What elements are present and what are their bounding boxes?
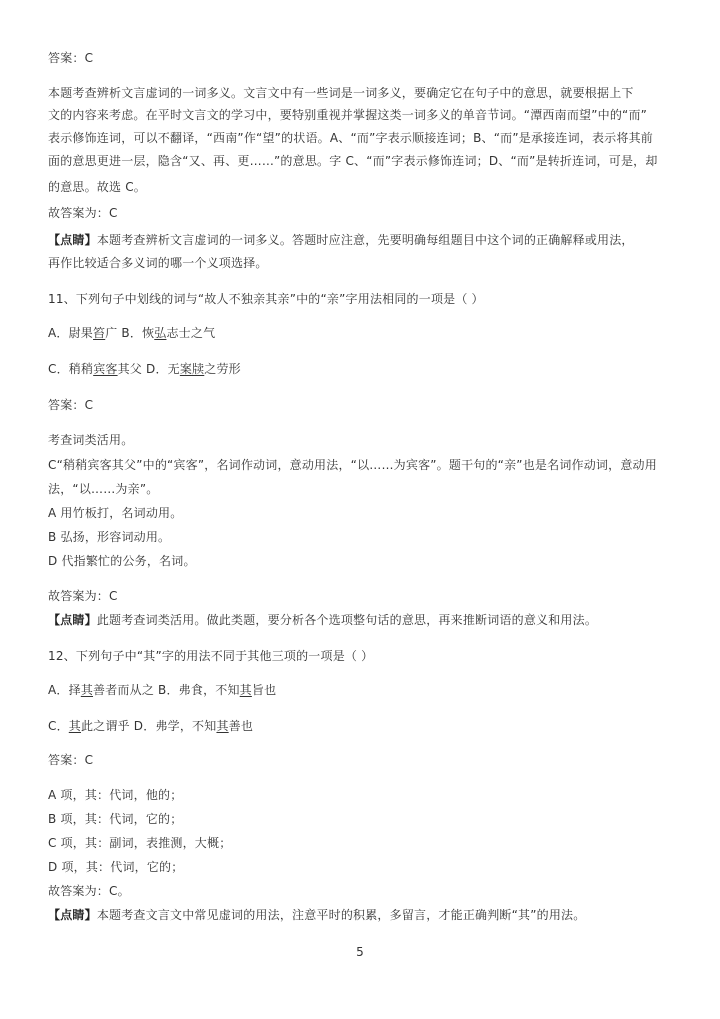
tip-label: 【点睛】 <box>48 613 97 627</box>
tip-label: 【点睛】 <box>48 908 97 922</box>
q10-final-answer: 故答案为：C <box>48 206 118 220</box>
q10-answer: 答案：C <box>48 51 94 65</box>
q10-tip-line-1 <box>48 232 634 248</box>
q11-opt-c-underlined: 宾客 <box>93 362 118 376</box>
q10-tip-text-1: 本题考查辨析文言虚词的一词多义。答题时应注意，先要明确每组题目中这个词的正确解释或用法， <box>96 233 634 247</box>
q11-analysis-line-4: A 用竹板打，名词动用。 <box>48 506 183 520</box>
q10-analysis-line-1: 本题考查辨析文言虚词的一词多义。文言文中有一些词是一词多义，要确定它在句子中的意思，就要根据上下 <box>48 86 634 100</box>
q12-opt-a-text: A．择 <box>48 683 81 697</box>
q11-options-ab <box>48 325 215 341</box>
q12-options-cd <box>48 718 253 734</box>
q11-opt-b-rest: 志士之气 <box>166 326 216 340</box>
q12-opt-b-underlined: 其 <box>239 683 252 697</box>
q11-analysis-line-2: C“稍稍宾客其父”中的“宾客”，名词作动词，意动用法，“以……为宾客”。题干句的“亲”也是名词作动词，意动用 <box>48 458 657 472</box>
q12-analysis-line-2: B 项，其：代词，它的； <box>48 812 183 826</box>
q11-analysis-line-6: D 代指繁忙的公务，名词。 <box>48 554 196 568</box>
q12-opt-d-rest: 善也 <box>228 719 254 733</box>
q11-tip-text: 此题考查词类活用。做此类题，要分析各个选项整句话的意思，再来推断词语的意义和用法。 <box>96 613 598 627</box>
q11-analysis-line-5: B 弘扬，形容词动用。 <box>48 530 171 544</box>
q11-stem: 11、下列句子中划线的词与“故人不独亲其亲”中的“亲”字用法相同的一项是（ ） <box>48 292 484 306</box>
q12-tip <box>48 907 585 923</box>
q11-opt-c-text: C．稍稍 <box>48 362 94 376</box>
q12-analysis-line-1: A 项，其：代词，他的； <box>48 788 183 802</box>
q12-opt-c-text: C． <box>48 719 69 733</box>
q10-analysis-line-4: 面的意思更进一层，隐含“又、再、更……”的意思。字 C、“而”字表示修饰连词；D、“而”是转折连词，可是，却 <box>48 154 658 168</box>
q11-opt-d-underlined: 案牍 <box>179 362 205 376</box>
q12-opt-a-underlined: 其 <box>80 683 94 697</box>
q10-analysis-line-2: 文的内容来考虑。在平时文言文的学习中，要特别重视并掌握这类一词多义的单音节词。“潭西南而望”中的“而” <box>48 108 648 122</box>
q11-opt-b-underlined: 弘 <box>154 326 167 340</box>
q12-analysis-line-4: D 项，其：代词，它的； <box>48 860 184 874</box>
q12-final-answer: 故答案为：C。 <box>48 884 130 898</box>
q11-tip <box>48 612 597 628</box>
tip-label: 【点睛】 <box>48 233 97 247</box>
q10-tip-line-2: 再作比较适合多义词的哪一个义项选择。 <box>48 256 268 270</box>
q11-opt-d-text: 其父 D．无 <box>117 362 180 376</box>
q11-opt-b-text: 广 B．恢 <box>105 326 155 340</box>
q12-opt-b-text: 善者而从之 B．弗食，不知 <box>93 683 240 697</box>
q12-opt-c-underlined: 其 <box>68 719 81 733</box>
q12-analysis-line-3: C 项，其：副词，表推测，大概； <box>48 836 232 850</box>
page-number: 5 <box>356 945 364 959</box>
q12-stem: 12、下列句子中“其”字的用法不同于其他三项的一项是（ ） <box>48 649 374 663</box>
q12-opt-d-text: 此之谓乎 D．弗学，不知 <box>80 719 217 733</box>
q11-analysis-line-3: 法，“以……为亲”。 <box>48 482 159 496</box>
q11-answer: 答案：C <box>48 398 94 412</box>
q10-analysis-line-5: 的意思。故选 C。 <box>48 180 146 194</box>
q11-opt-a-underlined: 笞 <box>93 326 106 340</box>
q11-options-cd <box>48 361 241 377</box>
q12-answer: 答案：C <box>48 753 94 767</box>
q12-opt-b-rest: 旨也 <box>251 683 277 697</box>
q11-opt-d-rest: 之劳形 <box>204 362 241 376</box>
q11-opt-a-text: A．尉果 <box>48 326 94 340</box>
q12-opt-d-underlined: 其 <box>216 719 229 733</box>
q11-final-answer: 故答案为：C <box>48 589 118 603</box>
q12-tip-text: 本题考查文言文中常见虚词的用法，注意平时的积累，多留言，才能正确判断“其”的用法。 <box>96 908 586 922</box>
q11-analysis-line-1: 考查词类活用。 <box>48 433 134 447</box>
q10-analysis-line-3: 表示修饰连词，可以不翻译，“西南”作“望”的状语。A、“而”字表示顺接连词；B、“而”是承接连词，表示将其前 <box>48 131 653 145</box>
q12-options-ab <box>48 682 276 698</box>
